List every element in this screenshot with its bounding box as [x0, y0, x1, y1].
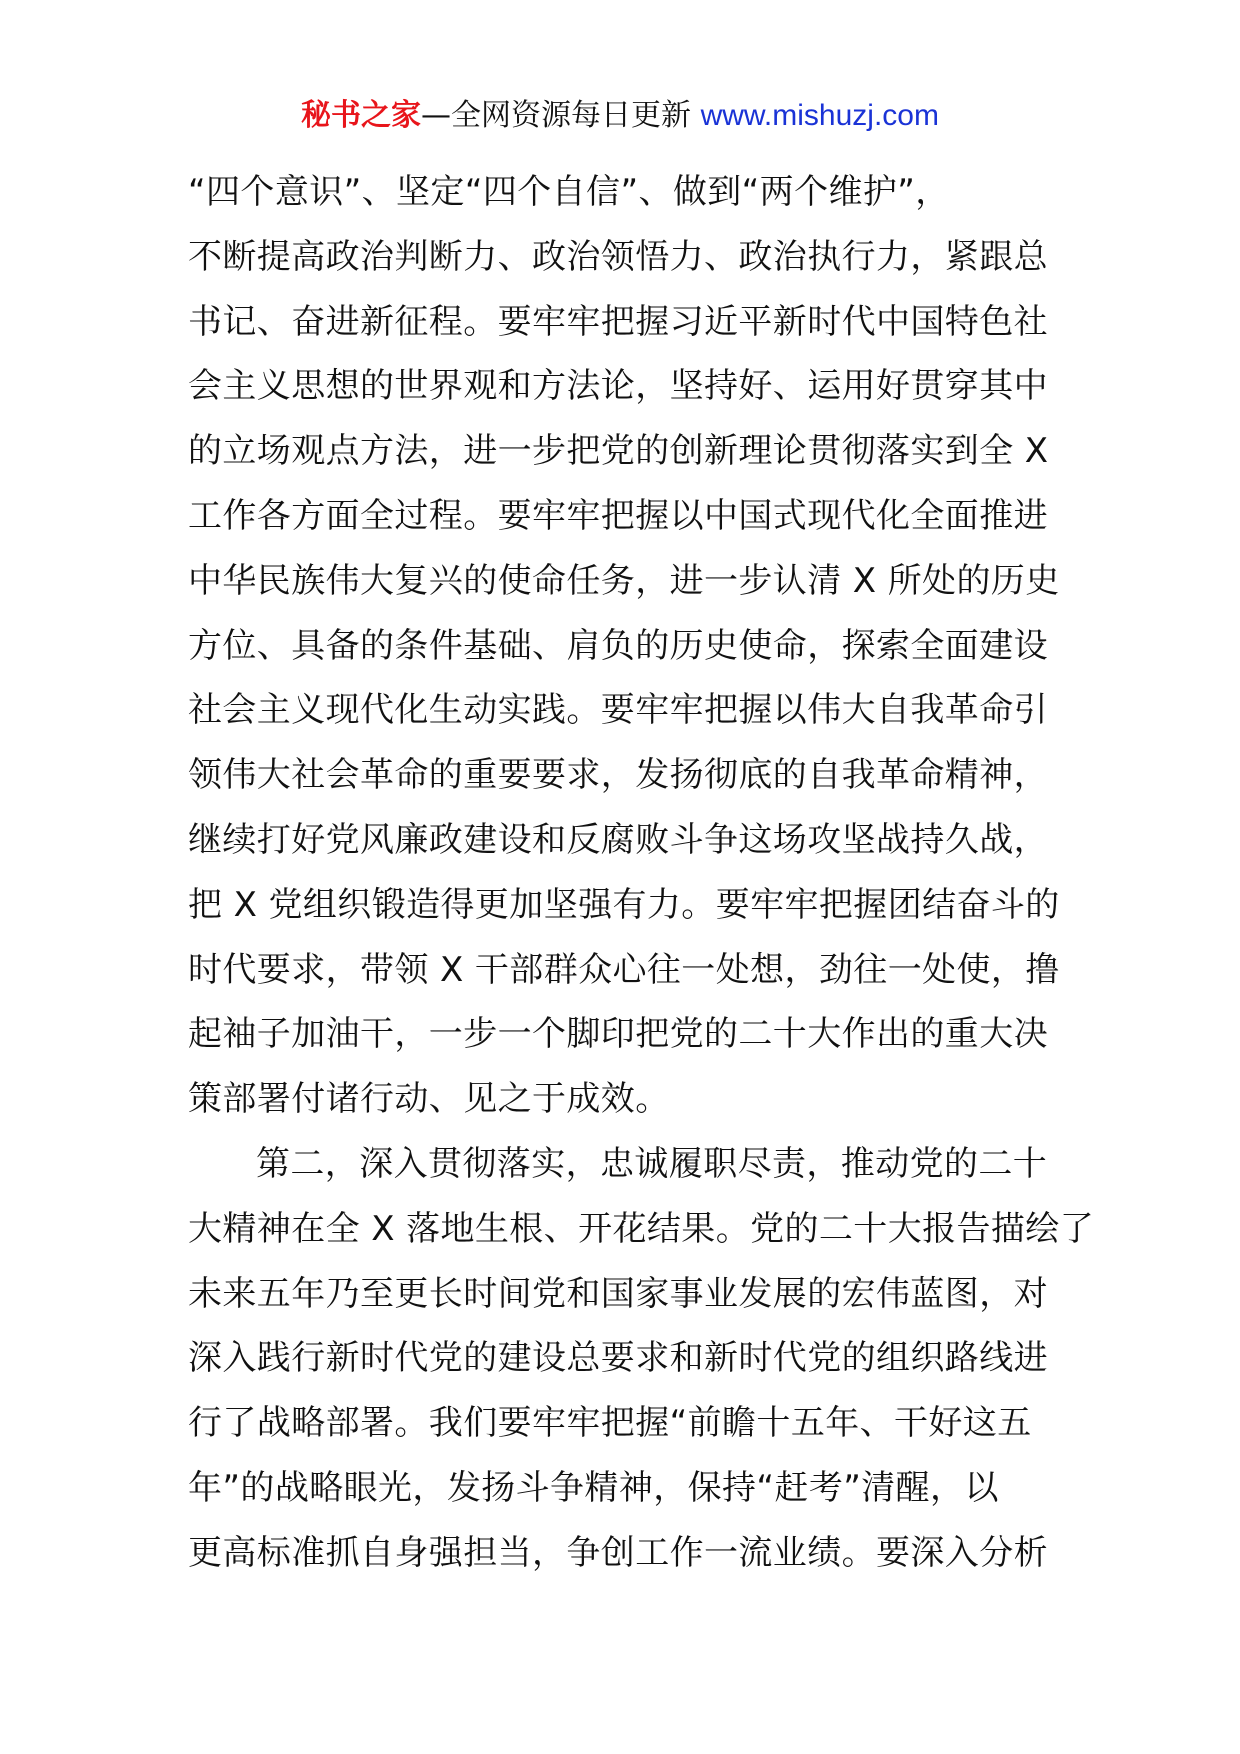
site-url-link[interactable]: www.mishuzj.com: [700, 99, 939, 132]
text-line: 的立场观点方法，进一步把党的创新理论贯彻落实到全 X: [188, 431, 1049, 472]
site-brand: 秘书之家: [301, 98, 422, 133]
text-line: 工作各方面全过程。要牢牢把握以中国式现代化全面推进: [188, 495, 1048, 536]
text-line: 继续打好党风廉政建设和反腐败斗争这场攻坚战持久战，: [188, 819, 1048, 860]
text-line: 未来五年乃至更长时间党和国家事业发展的宏伟蓝图，对: [188, 1273, 1048, 1314]
text-line: 方位、具备的条件基础、肩负的历史使命，探索全面建设: [188, 625, 1048, 666]
text-line: 行了战略部署。我们要牢牢把握“前瞻十五年、干好这五: [188, 1403, 1032, 1444]
text-line: 策部署付诸行动、见之于成效。: [188, 1079, 670, 1120]
site-header: [0, 96, 1240, 136]
paragraph-start-line: 第二，深入贯彻落实，忠诚履职尽责，推动党的二十: [256, 1143, 1048, 1184]
text-line: 把 X 党组织锻造得更加坚强有力。要牢牢把握团结奋斗的: [188, 884, 1060, 925]
text-line: 不断提高政治判断力、政治领悟力、政治执行力，紧跟总: [188, 236, 1048, 277]
text-line: 会主义思想的世界观和方法论，坚持好、运用好贯穿其中: [188, 366, 1048, 407]
text-line: “四个意识”、坚定“四个自信”、做到“两个维护”，: [188, 172, 950, 212]
text-line: 深入践行新时代党的建设总要求和新时代党的组织路线进: [188, 1338, 1048, 1379]
text-line: 书记、奋进新征程。要牢牢把握习近平新时代中国特色社: [188, 301, 1048, 342]
text-line: 年”的战略眼光，发扬斗争精神，保持“赶考”清醒，以: [188, 1467, 999, 1508]
text-line: 领伟大社会革命的重要要求，发扬彻底的自我革命精神，: [188, 755, 1048, 796]
text-line: 社会主义现代化生动实践。要牢牢把握以伟大自我革命引: [188, 690, 1048, 731]
text-line: 大精神在全 X 落地生根、开花结果。党的二十大报告描绘了: [188, 1208, 1095, 1249]
text-line: 中华民族伟大复兴的使命任务，进一步认清 X 所处的历史: [188, 560, 1060, 601]
text-line: 时代要求，带领 X 干部群众心往一处想，劲往一处使，撸: [188, 949, 1060, 990]
document-body: [188, 160, 1095, 1586]
text-line: 更高标准抓自身强担当，争创工作一流业绩。要深入分析: [188, 1532, 1048, 1573]
text-line: 起袖子加油干，一步一个脚印把党的二十大作出的重大决: [188, 1014, 1048, 1055]
site-tagline: —全网资源每日更新: [421, 98, 701, 133]
